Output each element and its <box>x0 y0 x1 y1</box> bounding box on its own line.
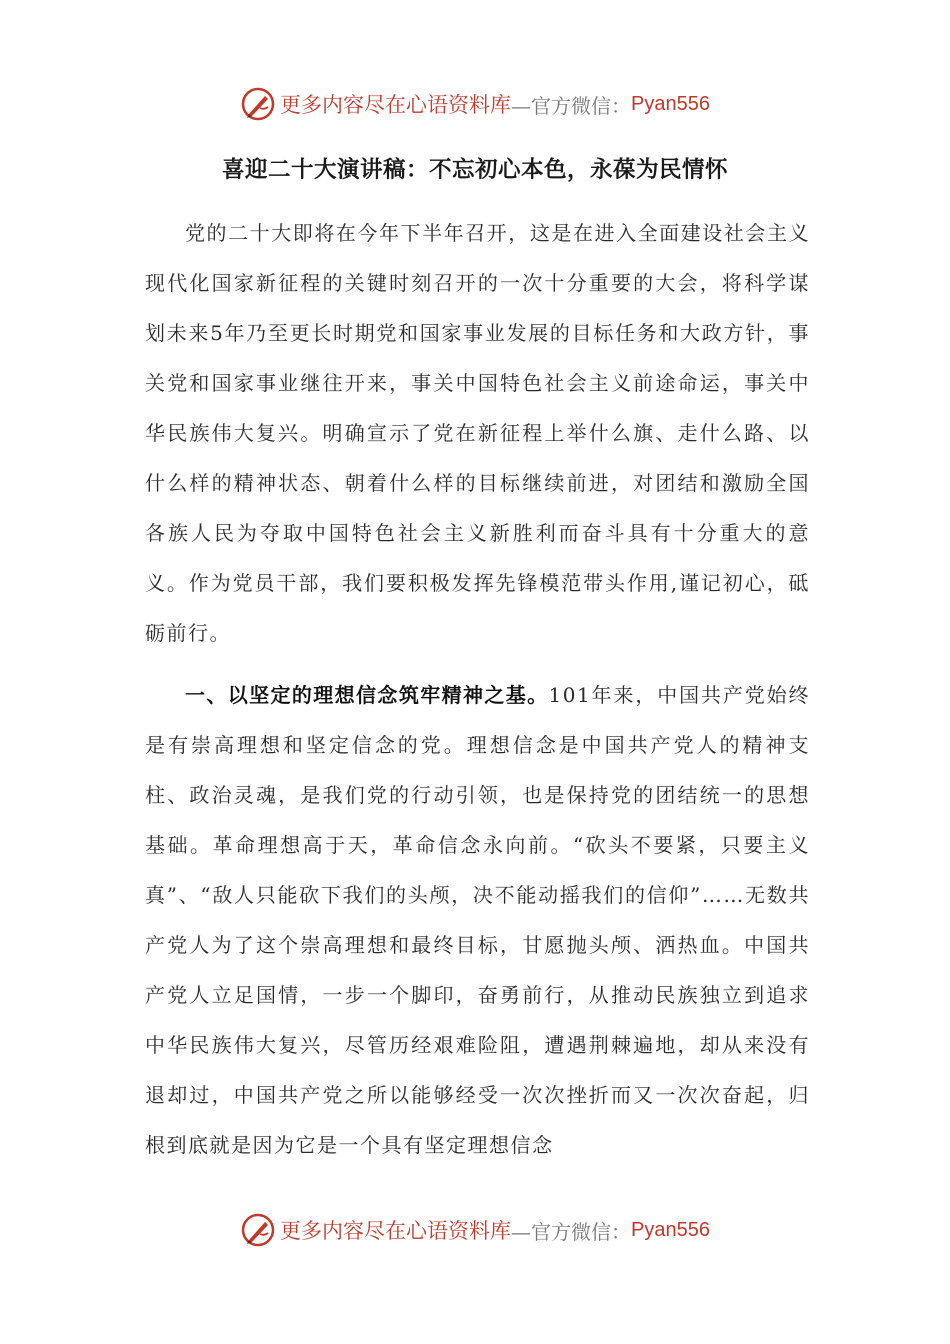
pen-logo-icon <box>240 1212 276 1248</box>
document-title: 喜迎二十大演讲稿：不忘初心本色，永葆为民情怀 <box>221 157 728 183</box>
header-watermark-banner <box>0 84 950 124</box>
pen-logo-icon <box>240 86 276 122</box>
banner-brand-text: 更多内容尽在心语资料库 <box>280 1219 512 1243</box>
paragraph-intro: 党的二十大即将在今年下半年召开，这是在进入全面建设社会主义现代化国家新征程的关键时刻召开的一次十分重要的大会，将科学谋划未来5年乃至更长时期党和国家事业发展的目标任务和大政方针，事关党和国家事业继往开来，事关中国特色社会主义前途命运，事关中华民族伟大复兴。明确宣示了党在新征程上举什么旗、走什么路、以什么样的精神状态、朝着什么样的目标继续前进，对团结和激励全国各族人民为夺取中国特色社会主义新胜利而奋斗具有十分重大的意义。作为党员干部，我们要积极发挥先锋模范带头作用,谨记初心，砥砺前行。 <box>145 221 810 645</box>
banner-wechat-label: —官方微信： <box>511 93 632 118</box>
document-body <box>145 208 810 1170</box>
banner-wechat-label: —官方微信： <box>511 1219 632 1244</box>
banner-brand-text: 更多内容尽在心语资料库 <box>280 93 512 117</box>
paragraph-section-1 <box>145 670 810 1170</box>
section-1-heading: 一、以坚定的理想信念筑牢精神之基。 <box>185 683 549 707</box>
footer-watermark-banner <box>0 1210 950 1250</box>
section-1-body: 101年来，中国共产党始终是有崇高理想和坚定信念的党。理想信念是中国共产党人的精神支柱、政治灵魂，是我们党的行动引领，也是保持党的团结统一的思想基础。革命理想高于天，革命信念永向前。“砍头不要紧，只要主义真”、“敌人只能砍下我们的头颅，决不能动摇我们的信仰”……无数共产党人为了这个崇高理想和最终目标，甘愿抛头颅、洒热血。中国共产党人立足国情，一步一个脚印，奋勇前行，从推动民族独立到追求中华民族伟大复兴，尽管历经艰难险阻，遭遇荆棘遍地，却从来没有退却过，中国共产党之所以能够经受一次次挫折而又一次次奋起，归根到底就是因为它是一个具有坚定理想信念 <box>145 683 810 1157</box>
banner-wechat-id: Pyan556 <box>631 1218 710 1241</box>
banner-wechat-id: Pyan556 <box>631 92 710 115</box>
